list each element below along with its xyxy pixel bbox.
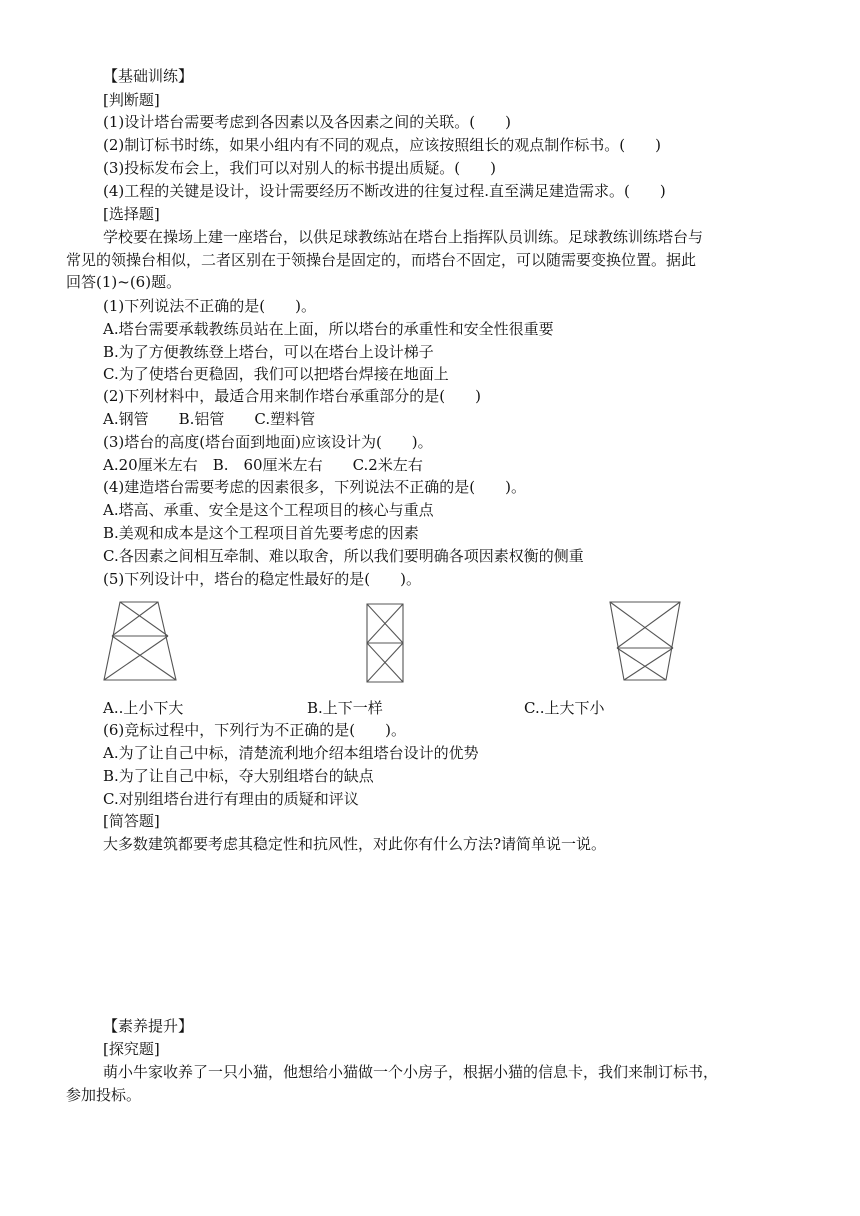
q6-option-a: A.为了让自己中标，清楚流利地介绍本组塔台设计的优势 bbox=[103, 744, 479, 762]
q2-stem: (2)下列材料中，最适合用来制作塔台承重部分的是( ) bbox=[103, 387, 481, 405]
choice-intro-line-1: 学校要在操场上建一座塔台，以供足球教练站在塔台上指挥队员训练。足球教练训练塔台与 bbox=[103, 228, 704, 246]
q4-stem: (4)建造塔台需要考虑的因素很多，下列说法不正确的是( )。 bbox=[103, 478, 526, 496]
judge-item-4: (4)工程的关键是设计，设计需要经历不断改进的往复过程.直至满足建造需求。( ) bbox=[103, 182, 666, 200]
tower-figure-b bbox=[362, 602, 408, 684]
explore-label: [探究题] bbox=[103, 1040, 160, 1058]
section-heading-basic: 【基础训练】 bbox=[103, 67, 194, 85]
judge-item-2: (2)制订标书时练，如果小组内有不同的观点，应该按照组长的观点制作标书。( ) bbox=[103, 136, 661, 154]
tower-figure-c bbox=[607, 600, 683, 684]
q4-option-c: C.各因素之间相互牵制、难以取舍，所以我们要明确各项因素权衡的侧重 bbox=[103, 547, 584, 565]
section-heading-improve: 【素养提升】 bbox=[103, 1017, 194, 1035]
choice-intro-line-2: 常见的领操台相似，二者区别在于领操台是固定的，而塔台不固定，可以随需要变换位置。据此 bbox=[66, 251, 697, 269]
q5-option-a: A..上小下大 bbox=[103, 699, 184, 717]
short-answer-question: 大多数建筑都要考虑其稳定性和抗风性，对此你有什么方法?请简单说一说。 bbox=[103, 835, 607, 853]
q6-stem: (6)竞标过程中，下列行为不正确的是( )。 bbox=[103, 721, 406, 739]
q3-options: A.20厘米左右 B. 60厘米左右 C.2米左右 bbox=[103, 456, 423, 474]
q1-stem: (1)下列说法不正确的是( )。 bbox=[103, 297, 316, 315]
judge-item-3: (3)投标发布会上，我们可以对别人的标书提出质疑。( ) bbox=[103, 159, 496, 177]
explore-text-line-2: 参加投标。 bbox=[66, 1086, 142, 1104]
q6-option-c: C.对别组塔台进行有理由的质疑和评议 bbox=[103, 790, 359, 808]
q4-option-a: A.塔高、承重、安全是这个工程项目的核心与重点 bbox=[103, 501, 434, 519]
q1-option-a: A.塔台需要承载教练员站在上面，所以塔台的承重性和安全性很重要 bbox=[103, 320, 554, 338]
short-answer-label: [简答题] bbox=[103, 812, 160, 830]
q5-stem: (5)下列设计中，塔台的稳定性最好的是( )。 bbox=[103, 570, 421, 588]
q4-option-b: B.美观和成本是这个工程项目首先要考虑的因素 bbox=[103, 524, 419, 542]
q1-option-c: C.为了使塔台更稳固，我们可以把塔台焊接在地面上 bbox=[103, 365, 449, 383]
choice-label: [选择题] bbox=[103, 205, 160, 223]
q6-option-b: B.为了让自己中标，夺大别组塔台的缺点 bbox=[103, 767, 374, 785]
judge-item-1: (1)设计塔台需要考虑到各因素以及各因素之间的关联。( ) bbox=[103, 113, 511, 131]
q5-option-b: B.上下一样 bbox=[307, 699, 383, 717]
choice-intro-line-3: 回答(1)~(6)题。 bbox=[66, 273, 182, 291]
q5-option-c: C..上大下小 bbox=[524, 699, 605, 717]
q1-option-b: B.为了方便教练登上塔台，可以在塔台上设计梯子 bbox=[103, 343, 434, 361]
tower-figure-a bbox=[100, 600, 180, 684]
explore-text-line-1: 萌小牛家收养了一只小猫，他想给小猫做一个小房子，根据小猫的信息卡，我们来制订标书， bbox=[103, 1063, 719, 1081]
q2-options: A.钢管 B.铝管 C.塑料管 bbox=[103, 410, 316, 428]
q3-stem: (3)塔台的高度(塔台面到地面)应该设计为( )。 bbox=[103, 433, 433, 451]
judge-label: [判断题] bbox=[103, 91, 160, 109]
